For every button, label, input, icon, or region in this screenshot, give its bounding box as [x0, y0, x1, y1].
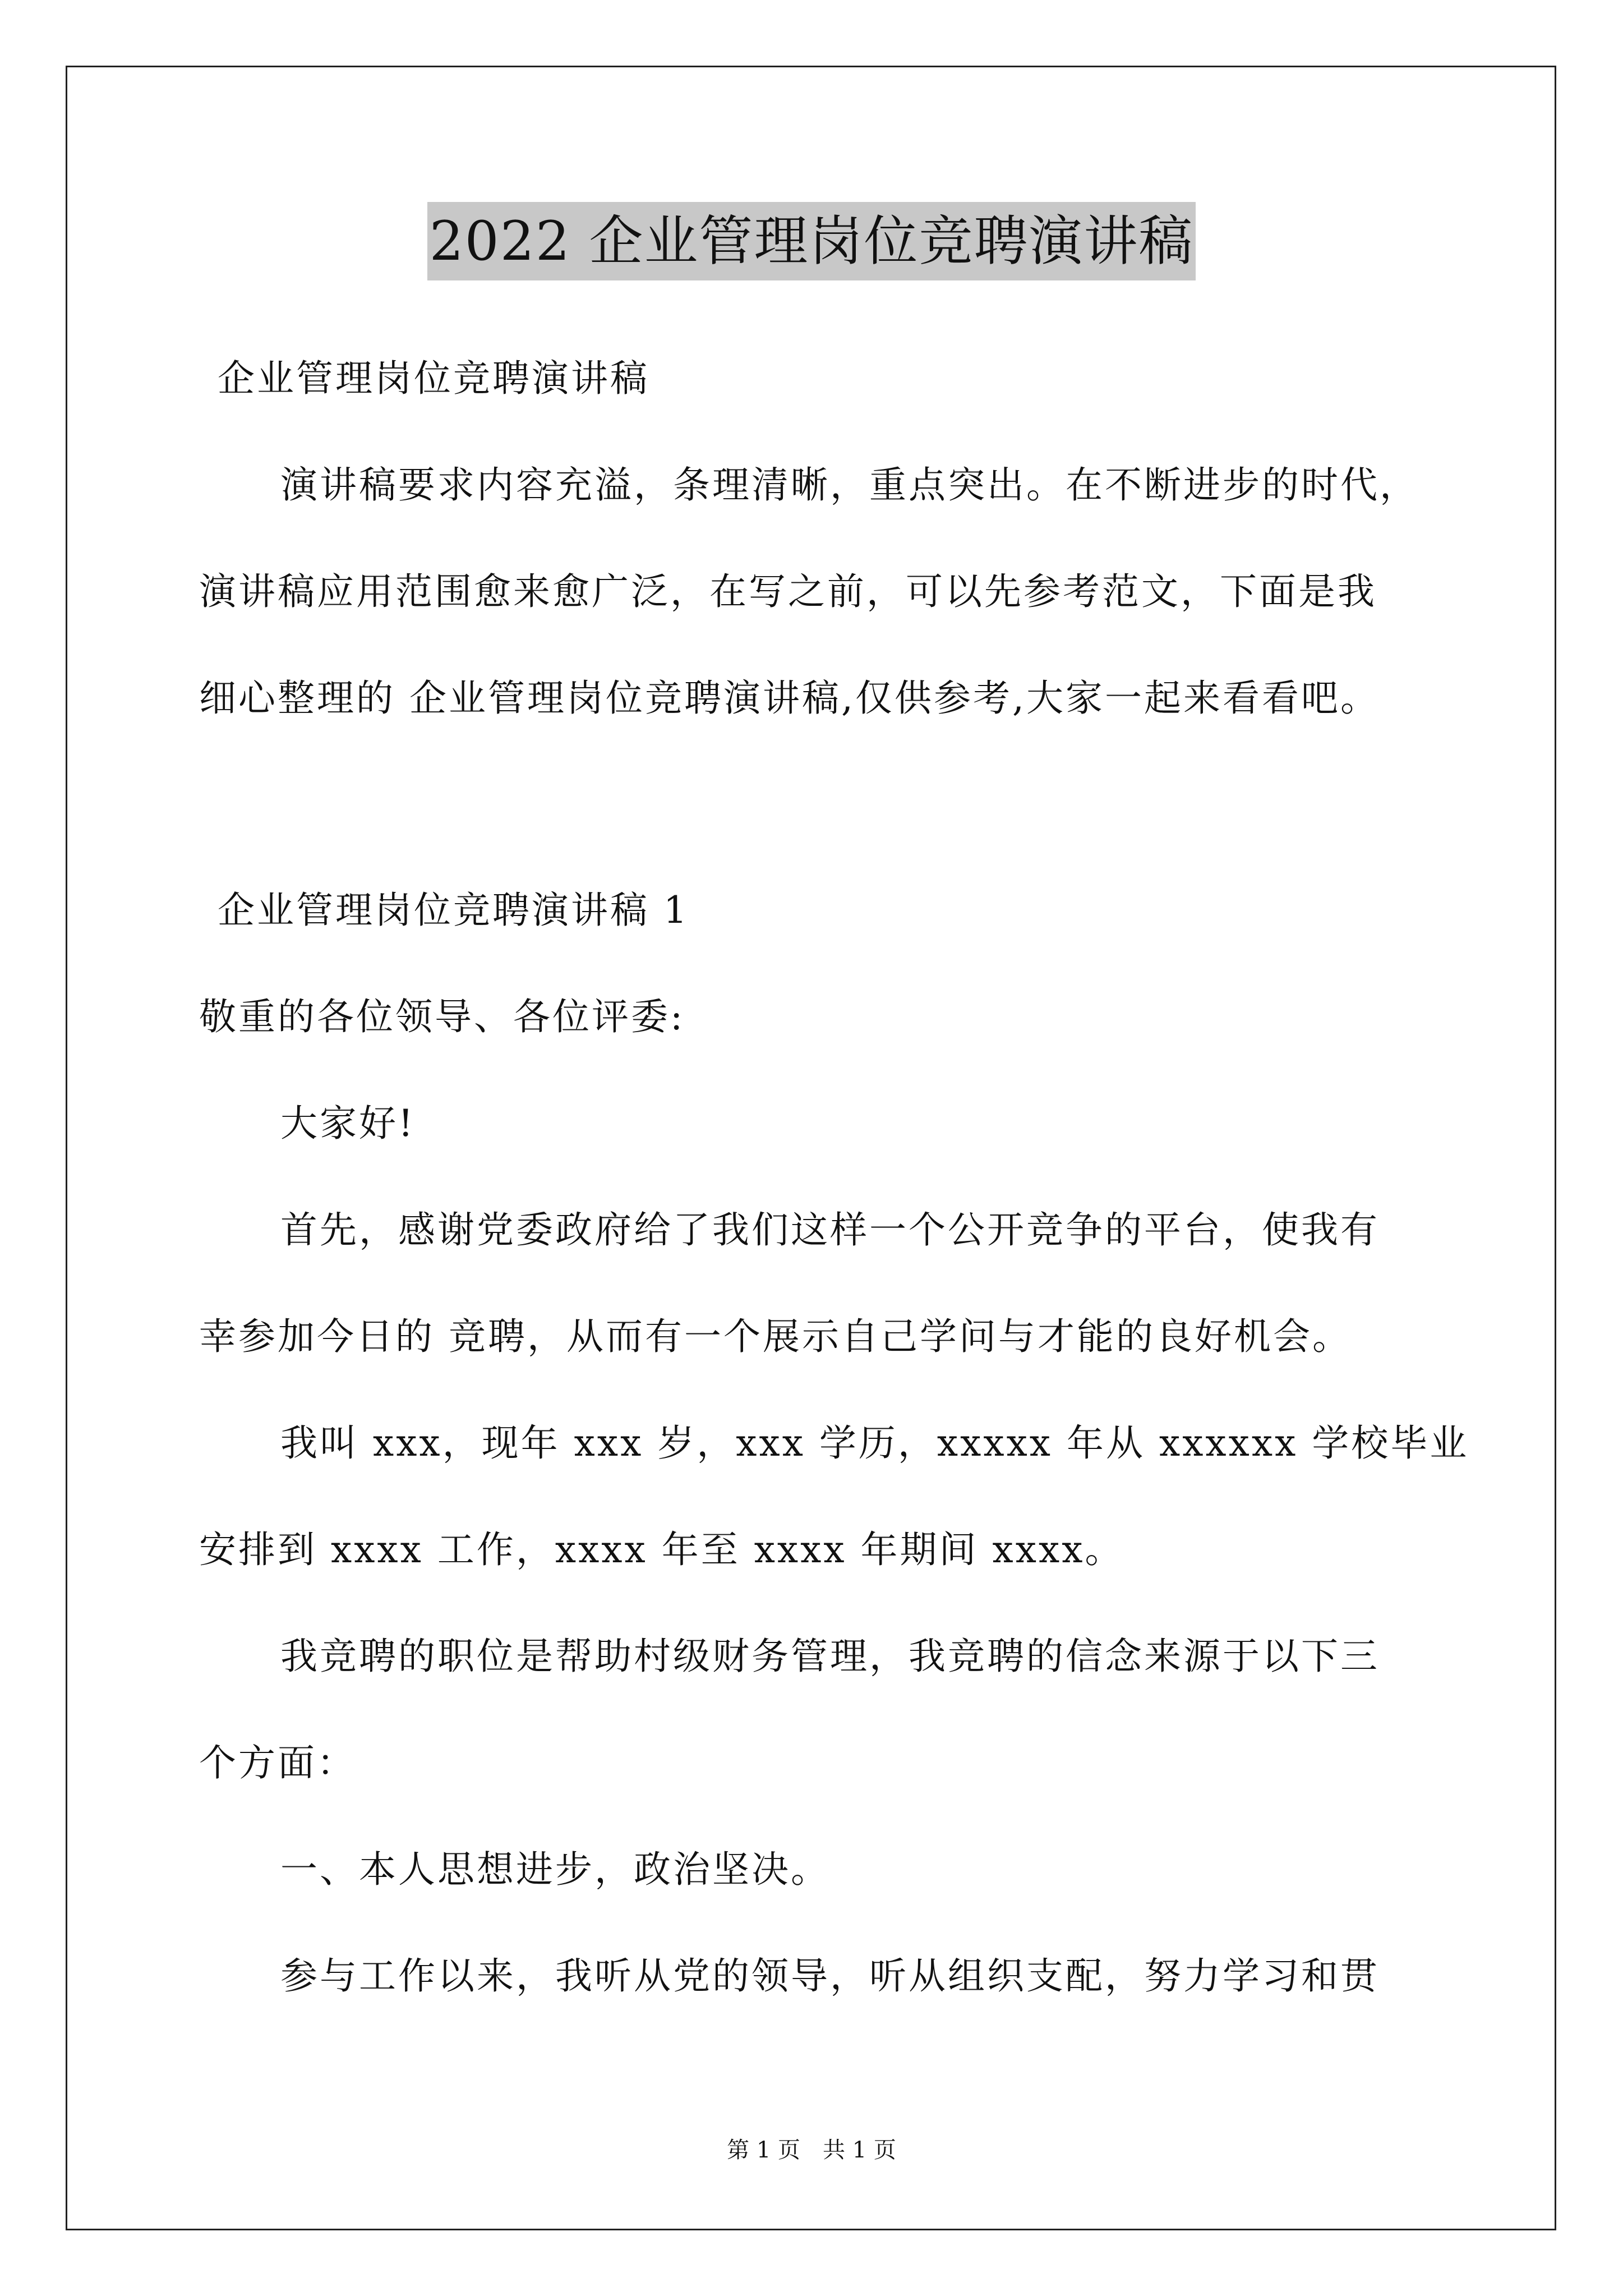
paragraph-line: 演讲稿要求内容充溢，条理清晰，重点突出。在不断进步的时代，: [280, 463, 1419, 507]
paragraph-line: 安排到 xxxx 工作，xxxx 年至 xxxx 年期间 xxxx。: [199, 1528, 1124, 1571]
document-title: 2022 企业管理岗位竞聘演讲稿: [427, 202, 1196, 280]
subtitle-line: 企业管理岗位竞聘演讲稿: [218, 357, 649, 400]
paragraph-line: 演讲稿应用范围愈来愈广泛，在写之前，可以先参考范文，下面是我: [199, 570, 1377, 613]
section-heading: 企业管理岗位竞聘演讲稿 1: [218, 889, 689, 932]
paragraph-line: 我叫 xxx，现年 xxx 岁，xxx 学历，xxxxx 年从 xxxxxx 学校毕业: [280, 1421, 1469, 1465]
numbered-heading: 一、本人思想进步，政治坚决。: [280, 1848, 830, 1891]
greeting-line: 大家好!: [280, 1102, 416, 1145]
paragraph-line: 参与工作以来，我听从党的领导，听从组织支配，努力学习和贯: [280, 1954, 1380, 1998]
page-footer: 第 1 页 共 1 页: [727, 2137, 896, 2163]
paragraph-line: 我竞聘的职位是帮助村级财务管理，我竞聘的信念来源于以下三: [280, 1635, 1380, 1678]
paragraph-line: 细心整理的 企业管理岗位竞聘演讲稿,仅供参考,大家一起来看看吧。: [199, 677, 1380, 720]
paragraph-line: 首先，感谢党委政府给了我们这样一个公开竞争的平台，使我有: [280, 1208, 1380, 1251]
title-container: [0, 202, 1623, 280]
salutation-line: 敬重的各位领导、各位评委:: [199, 995, 685, 1038]
paragraph-line: 个方面：: [199, 1741, 356, 1784]
paragraph-line: 幸参加今日的 竞聘，从而有一个展示自己学问与才能的良好机会。: [199, 1315, 1352, 1358]
